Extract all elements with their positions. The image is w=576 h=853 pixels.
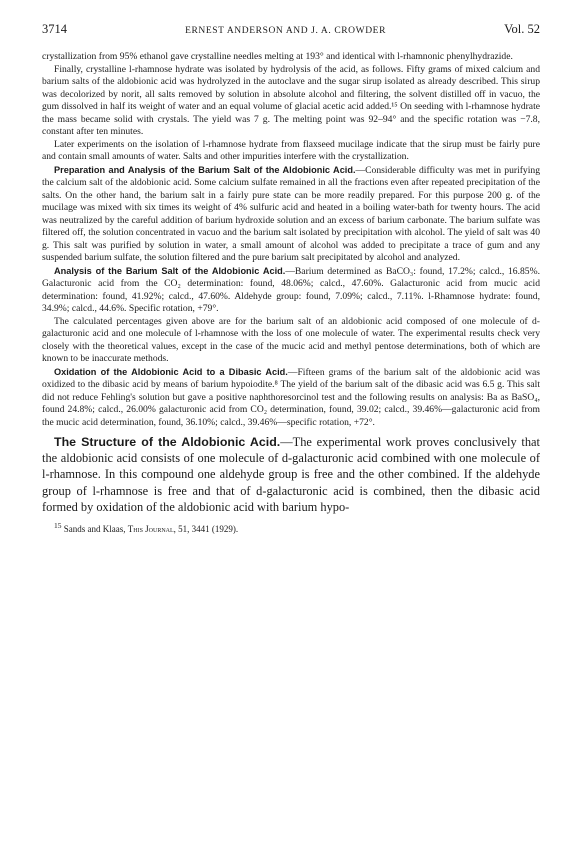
paragraph: crystallization from 95% ethanol gave crystalline needles melting at 193° and identical with l-rhamnonic phenylhydrazide. — [42, 51, 513, 62]
section-heading: The Structure of the Aldobionic Acid. — [54, 435, 281, 449]
paragraph-text: —Considerable difficulty was met in purifying the calcium salt of the aldobionic acid. Some calcium sulfate remained in all the fractions even after repeated precipitation of the salts. On the other hand, the barium salt in a fairly pure state can be more readily prepared. For this purpose 200 g. of the mucilage was mixed with six times its weight of 4% sulfuric acid and heated in a boiling water-bath for twenty hours. The acid was neutralized by the careful addition of barium hydroxide solution and an excess of barium carbonate. The barium sulfate was filtered off, the solution concentrated in vacuo and the barium salt isolated by precipitation with alcohol. The yield of salt was 40 g. This salt was purified by solution in water, a small amount of alcohol was added to precipitate a trace of gum and any suspended barium sulfate, the solution filtered and the pure barium salt precipitated by alcohol and analyzed. — [42, 164, 540, 263]
paragraph: Later experiments on the isolation of l-rhamnose hydrate from flaxseed mucilage indicate that the sirup must be fairly pure and contain small amounts of water. Salts and other impurities interfere with the crystallization. — [42, 138, 540, 162]
paragraph-text: —The experimental work proves conclusively that the aldobionic acid consists of one molecule of d-galacturonic acid combined with one molecule of l-rhamnose. In this compound one aldehyde group is free and the other combined. If the aldehyde group of l-rhamnose is free and that of d-galacturonic acid is combined, then the dibasic acid formed by oxidation of the aldobionic acid with barium hypo- — [42, 435, 540, 514]
paragraph: The calculated percentages given above are for the barium salt of an aldobionic acid composed of one molecule of d-galacturonic acid and one molecule of l-rhamnose with the loss of one molecule of water. The experimental results check very closely with the theoretical values, except in the case of the mucic acid and methyl pentose determinations, both of which are known to be inaccurate methods. — [42, 315, 540, 364]
volume-label: Vol. 52 — [504, 22, 540, 36]
running-authors: ERNEST ANDERSON AND J. A. CROWDER — [185, 26, 387, 36]
page — [42, 22, 540, 535]
footnote-citation: , 51, 3441 (1929). — [173, 524, 239, 535]
paragraph — [42, 434, 540, 515]
paragraph — [42, 366, 540, 430]
footnote — [42, 520, 540, 535]
paragraph — [42, 265, 540, 316]
section-heading: Analysis of the Barium Salt of the Aldobionic Acid. — [54, 265, 286, 276]
footnote-number: 15 — [54, 521, 62, 531]
running-header — [42, 22, 540, 37]
paragraph: Finally, crystalline l-rhamnose hydrate was isolated by hydrolysis of the acid, as follows. Fifty grams of mixed calcium and barium salts of the aldobionic acid was hydrolyzed in the autoclave and the sugar sirup isolated as already described. This sirup was decolorized by norit, all salts removed by solution in absolute alcohol and filtering, the solvent distilled off in vacuo, the gum dissolved in half its weight of water and an equal volume of glacial acetic acid added.¹⁵ On seeding with l-rhamnose hydrate the mass became solid with crystals. The yield was 7 g. The melting point was 92–94° and the specific rotation was −7.8, constant after ten minutes. — [42, 63, 540, 137]
paragraph-text: —Barium determined as BaCO₃: found, 17.2%; calcd., 16.85%. Galacturonic acid from the CO₂ determination: found, 48.06%; calcd., 47.60%. Galacturonic acid from mucic acid determination: found, 41.92%; calcd., 47.60%. Aldehyde group: found, 7.09%; calcd., 7.11%. l-Rhamnose hydrate: found, 34.9%; calcd., 44.6%. Specific rotation, +79°. — [42, 265, 540, 314]
paragraph-text: —Fifteen grams of the barium salt of the aldobionic acid was oxidized to the dibasic acid by means of barium hypoiodite.⁸ The yield of the barium salt of the dibasic acid was 6.5 g. This salt did not reduce Fehling's solution but gave a positive naphthoresorcinol test and the following results on analysis: Ba as BaSO₄, found 24.8%; calcd., 26.00% galacturonic acid from CO₂ determination, found, 39.02; calcd., 39.46%—galacturonic acid from the mucic acid determination, found, 36.10%; calcd., 39.46%—specific rotation, +72°. — [42, 366, 541, 428]
footnote-text: Sands and Klaas, — [61, 524, 128, 535]
body-small-text — [42, 51, 540, 429]
page-number: 3714 — [42, 22, 67, 36]
section-heading: Oxidation of the Aldobionic Acid to a Dibasic Acid. — [54, 366, 288, 377]
paragraph — [42, 164, 540, 265]
section-heading: Preparation and Analysis of the Barium Salt of the Aldobionic Acid. — [54, 164, 356, 175]
footnote-journal: This Journal — [127, 524, 174, 535]
body-large-text — [42, 434, 540, 515]
